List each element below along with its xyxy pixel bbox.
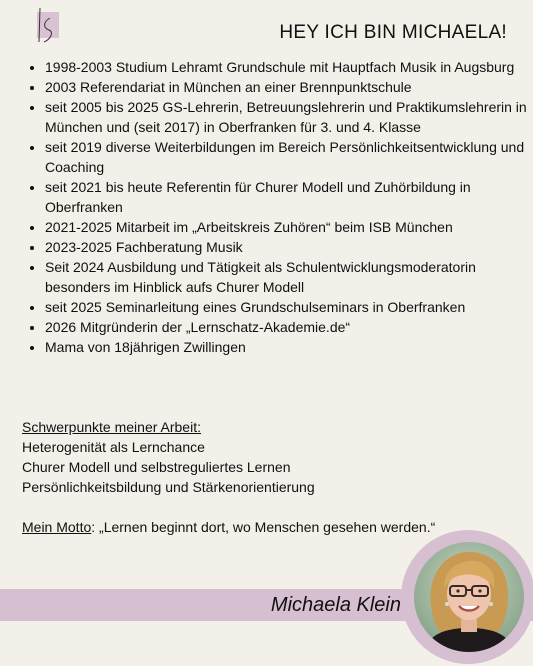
focus-item: Heterogenität als Lernchance [22,439,205,455]
portrait-image [414,542,524,652]
list-item: • 2021-2025 Mitarbeit im „Arbeitskreis Zuhören“ beim ISB München [45,217,533,237]
author-name: Michaela Klein [270,594,401,616]
motto-text: : „Lernen beginnt dort, wo Menschen gesehen werden.“ [91,519,436,535]
list-item: • 2026 Mitgründerin der „Lernschatz-Akademie.de“ [45,317,533,337]
focus-title: Schwerpunkte meiner Arbeit: [22,419,201,435]
motto [22,517,435,537]
focus-item: Persönlichkeitsbildung und Stärkenorientierung [22,479,315,495]
list-item: • 2023-2025 Fachberatung Musik [45,237,533,257]
focus-section [22,417,315,497]
cv-list [22,57,533,357]
logo [31,6,59,40]
ks-monogram-icon [31,6,59,46]
list-item: • Seit 2024 Ausbildung und Tätigkeit als Schulentwicklungsmoderatorin besonders im Hinblick aufs Churer Modell [45,257,533,297]
page-title: HEY ICH BIN MICHAELA! [279,22,507,43]
list-item: • 1998-2003 Studium Lehramt Grundschule mit Hauptfach Musik in Augsburg [45,57,533,77]
list-item: • seit 2019 diverse Weiterbildungen im Bereich Persönlichkeitsentwicklung und Coaching [45,137,533,177]
portrait-photo [414,542,524,652]
focus-item: Churer Modell und selbstreguliertes Lernen [22,459,291,475]
list-item: • Mama von 18jährigen Zwillingen [45,337,533,357]
motto-label: Mein Motto [22,519,92,535]
list-item: • seit 2021 bis heute Referentin für Churer Modell und Zuhörbildung in Oberfranken [45,177,533,217]
list-item: • seit 2005 bis 2025 GS-Lehrerin, Betreuungslehrerin und Praktikumslehrerin in München und (seit 2017) in Oberfranken für 3. und 4. Klasse [45,97,533,137]
list-item: • 2003 Referendariat in München an einer Brennpunktschule [45,77,533,97]
list-item: • seit 2025 Seminarleitung eines Grundschulseminars in Oberfranken [45,297,533,317]
